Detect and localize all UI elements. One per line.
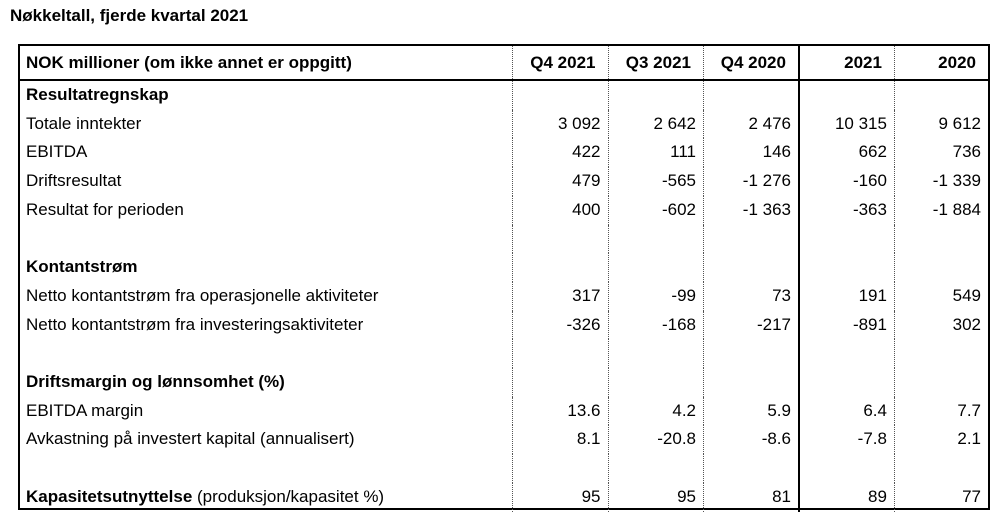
header-label: NOK millioner (om ikke annet er oppgitt) — [20, 46, 513, 80]
cell-value: 6.4 — [799, 397, 894, 426]
cell-value: 3 092 — [513, 110, 608, 139]
table-grid — [20, 46, 988, 512]
section-heading: Kontantstrøm — [26, 257, 138, 277]
cell-value: 4.2 — [608, 397, 703, 426]
cell-value: -160 — [799, 167, 894, 196]
cell-value: 89 — [799, 483, 894, 512]
table-row — [20, 167, 988, 196]
cell-value: 191 — [799, 282, 894, 311]
cell-value: -326 — [513, 311, 608, 340]
section-heading-row — [20, 80, 988, 110]
cell-value: 2.1 — [894, 425, 988, 454]
row-label: Driftsresultat — [26, 171, 122, 191]
cell-value: -602 — [608, 196, 703, 225]
cell-value: 13.6 — [513, 397, 608, 426]
capacity-row — [20, 483, 988, 512]
capacity-label-bold: Kapasitetsutnyttelse — [26, 486, 193, 506]
table-row — [20, 282, 988, 311]
section-heading-row — [20, 253, 988, 282]
table-row — [20, 311, 988, 340]
cell-value: 422 — [513, 138, 608, 167]
cell-value: -1 363 — [704, 196, 799, 225]
row-label: Netto kontantstrøm fra investeringsaktiviteter — [26, 314, 364, 334]
cell-value: 77 — [894, 483, 988, 512]
section-heading: Resultatregnskap — [26, 85, 169, 104]
cell-value: -8.6 — [704, 425, 799, 454]
capacity-label-rest: (produksjon/kapasitet %) — [192, 486, 385, 506]
section-heading-row — [20, 368, 988, 397]
cell-value: 549 — [894, 282, 988, 311]
table-row — [20, 397, 988, 426]
page-title: Nøkkeltall, fjerde kvartal 2021 — [10, 6, 249, 25]
cell-value: -1 884 — [894, 196, 988, 225]
cell-value: -363 — [799, 196, 894, 225]
spacer-row — [20, 454, 988, 483]
table-row — [20, 110, 988, 139]
row-label: EBITDA — [26, 142, 88, 162]
cell-value: 2 642 — [608, 110, 703, 139]
table-row — [20, 138, 988, 167]
table-header-row — [20, 46, 988, 80]
cell-value: 146 — [704, 138, 799, 167]
cell-value: 479 — [513, 167, 608, 196]
cell-value: 95 — [608, 483, 703, 512]
cell-value: 400 — [513, 196, 608, 225]
cell-value: -891 — [799, 311, 894, 340]
table-row — [20, 196, 988, 225]
cell-value: -565 — [608, 167, 703, 196]
cell-value: -1 339 — [894, 167, 988, 196]
cell-value: -99 — [608, 282, 703, 311]
row-label: Resultat for perioden — [26, 199, 184, 219]
row-label: Totale inntekter — [26, 113, 142, 133]
cell-value: 73 — [704, 282, 799, 311]
cell-value: 8.1 — [513, 425, 608, 454]
spacer-row — [20, 339, 988, 368]
column-header-2020: 2020 — [894, 46, 988, 80]
row-label: EBITDA margin — [26, 400, 144, 420]
column-header-q3-2021: Q3 2021 — [608, 46, 703, 80]
section-heading: Driftsmargin og lønnsomhet (%) — [26, 372, 285, 391]
cell-value: 736 — [894, 138, 988, 167]
cell-value: -217 — [704, 311, 799, 340]
cell-value: 302 — [894, 311, 988, 340]
cell-value: 2 476 — [704, 110, 799, 139]
cell-value: 111 — [608, 138, 703, 167]
cell-value: -20.8 — [608, 425, 703, 454]
cell-value: 9 612 — [894, 110, 988, 139]
key-figures-table — [18, 44, 990, 510]
spacer-row — [20, 225, 988, 254]
cell-value: -168 — [608, 311, 703, 340]
row-label: Avkastning på investert kapital (annualisert) — [26, 429, 355, 449]
cell-value: 662 — [799, 138, 894, 167]
cell-value: 5.9 — [704, 397, 799, 426]
cell-value: 81 — [704, 483, 799, 512]
cell-value: 10 315 — [799, 110, 894, 139]
cell-value: 95 — [513, 483, 608, 512]
column-header-q4-2021: Q4 2021 — [513, 46, 608, 80]
column-header-2021: 2021 — [799, 46, 894, 80]
cell-value: 317 — [513, 282, 608, 311]
table-row — [20, 425, 988, 454]
capacity-label — [20, 483, 513, 512]
cell-value: -1 276 — [704, 167, 799, 196]
column-header-q4-2020: Q4 2020 — [704, 46, 799, 80]
row-label: Netto kontantstrøm fra operasjonelle aktiviteter — [26, 285, 379, 305]
cell-value: 7.7 — [894, 397, 988, 426]
cell-value: -7.8 — [799, 425, 894, 454]
